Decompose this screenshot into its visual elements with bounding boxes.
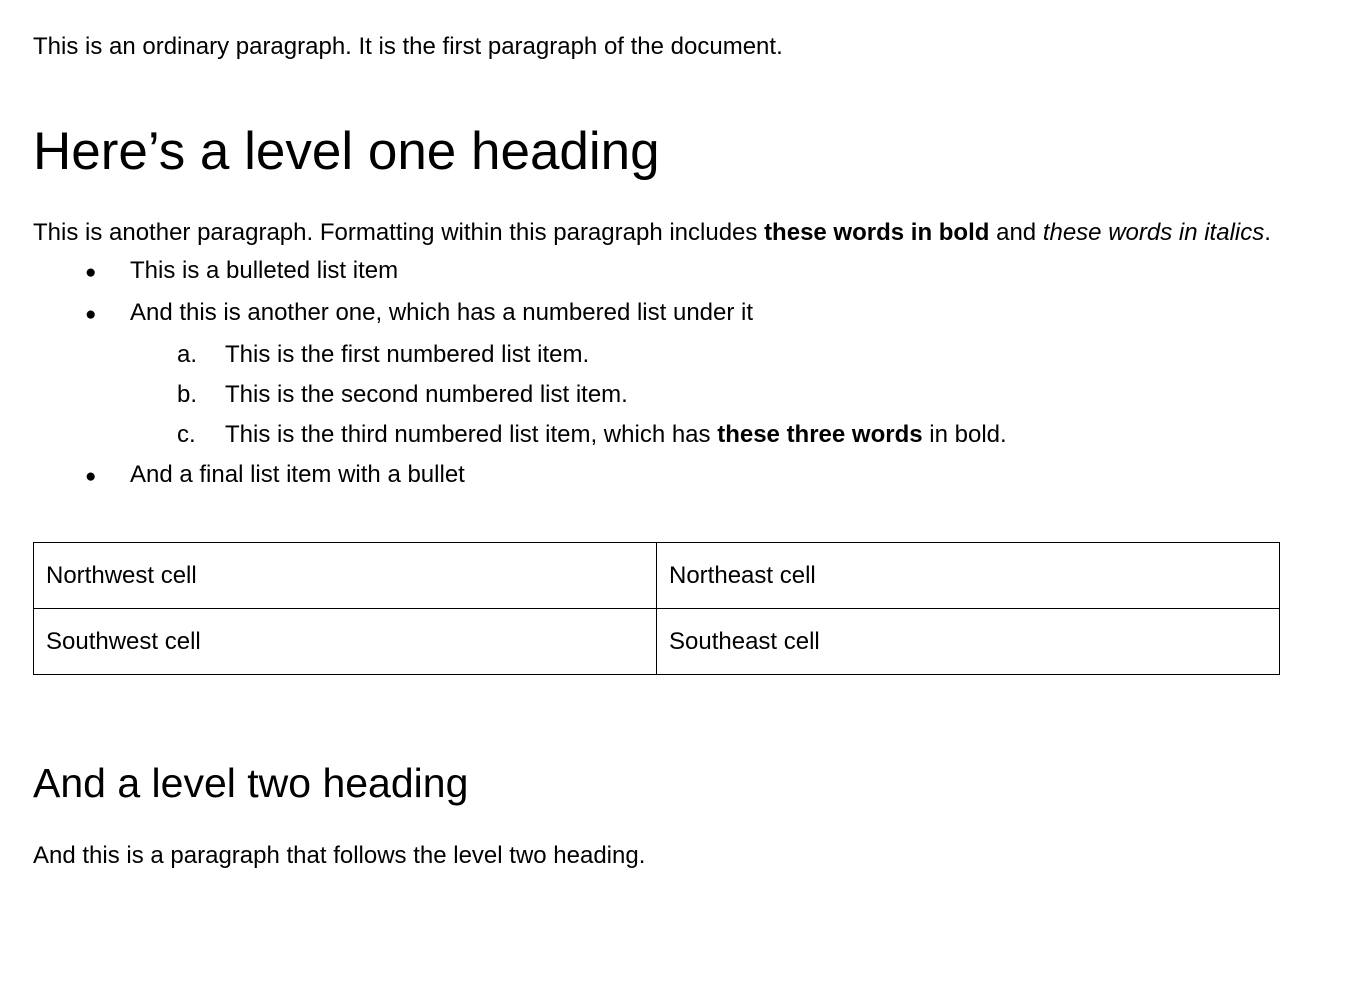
table-cell-southwest: Southwest cell [34,609,657,675]
numbered-list-item [33,415,1280,455]
intro-paragraph: This is an ordinary paragraph. It is the first paragraph of the document. [33,33,783,60]
paragraph-text: This is another paragraph. Formatting within this paragraph includes [33,219,765,246]
bullet-list-item [33,455,1280,497]
list-item-text-segment: in bold. [922,421,1007,448]
list-item-text: This is the second numbered list item. [225,381,628,408]
list-item-text: And a final list item with a bullet [130,461,465,488]
closing-paragraph: And this is a paragraph that follows the level two heading. [33,842,646,869]
table-row [34,609,1280,675]
bullet-list [33,251,1280,497]
list-item-text: This is a bulleted list item [130,257,399,284]
bullet-list-item [33,293,1280,335]
level-one-heading: Here’s a level one heading [33,122,660,181]
bullet-marker: ● [85,466,97,487]
paragraph-text: and [989,219,1043,246]
list-item-text [225,415,1280,455]
list-item-text-segment: This is the third numbered list item, which has [225,421,718,448]
list-item-text: This is the first numbered list item. [225,341,590,368]
table-cell-northwest: Northwest cell [34,543,657,609]
letter-marker: c. [177,421,196,448]
bullet-list-item [33,251,1280,293]
table-cell-southeast: Southeast cell [657,609,1280,675]
numbered-list-item [33,335,1280,375]
content-table [33,542,1280,675]
italic-text: these words in italics [1042,219,1265,246]
list-item-text: And this is another one, which has a numbered list under it [130,299,754,326]
numbered-list-item [33,375,1280,415]
bold-text: these words in bold [764,219,990,246]
formatted-paragraph [33,214,1280,251]
paragraph-text: . [1264,219,1271,246]
bullet-marker: ● [85,304,97,325]
table-row [34,543,1280,609]
bullet-marker: ● [85,262,97,283]
bold-text: these three words [717,421,923,448]
table-cell-northeast: Northeast cell [657,543,1280,609]
letter-marker: b. [177,381,198,408]
letter-marker: a. [177,341,198,368]
level-two-heading: And a level two heading [33,760,469,806]
